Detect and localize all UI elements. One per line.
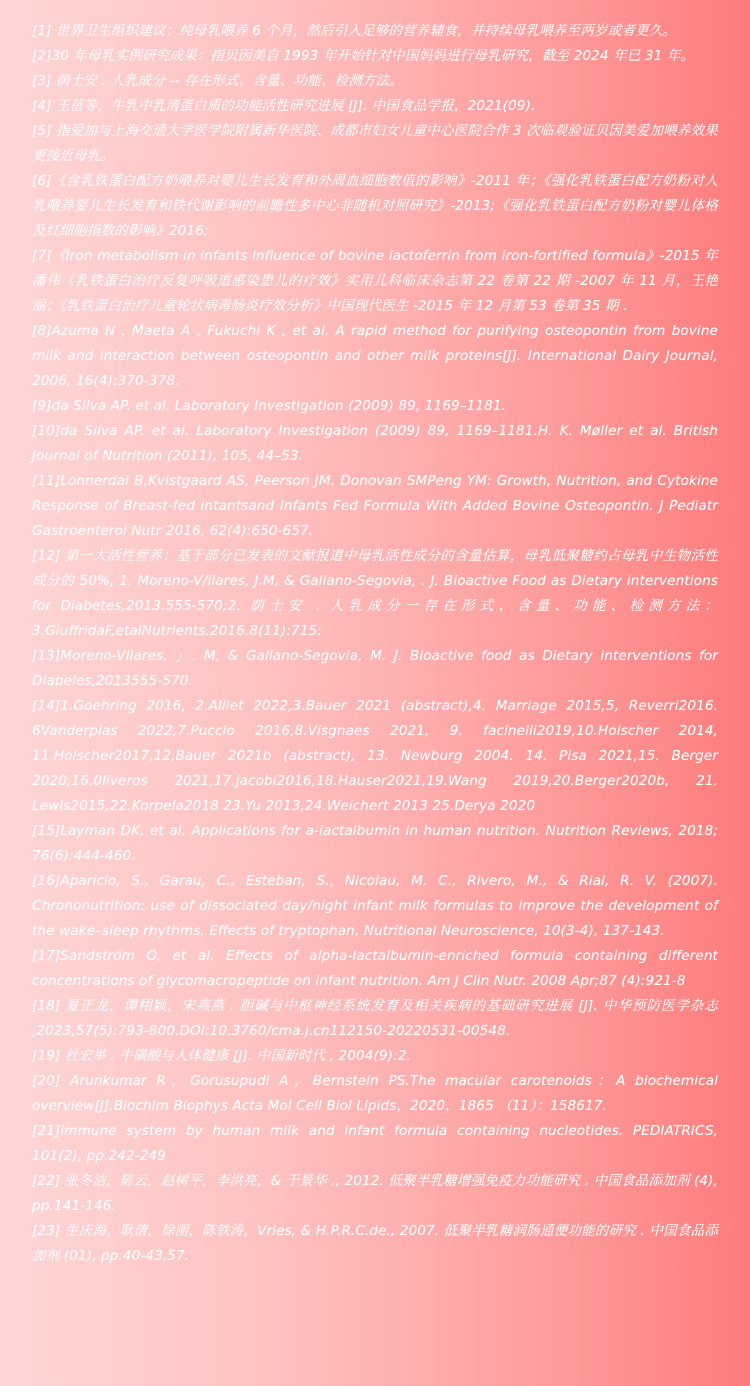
reference-item-18: [18] 夏正龙，谭栩颖，宋燕燕 . 胆碱与中枢神经系统发育及相关疾病的基础研究进展 [J]. 中华预防医学杂志 ,2023,57(5):793-800.DOI:10.3760/cma.j.cn112150-20220531-00548. <box>32 998 718 1039</box>
reference-item-20: [20] Arunkumar R，Gorusupudi A，Bernstein PS.The macular carotenoids：A biochemical overview[J].Biochim Biophys Acta Mol Cell Biol Lipids，2020，1865 （11）：158617. <box>32 1073 718 1114</box>
reference-item-7: [7]《Iron metabolism in infants influence of bovine lactoferrin from iron-fortified formula》-2015 年 潘伟《乳铁蛋白治疗反复呼吸道感染患儿的疗效》实用儿科临床杂志第 22 卷第 22 期 -2007 年 11 月，王艳丽；《乳铁蛋白治疗儿童轮状病毒肠炎疗效分析》中国现代医生 -2015 年 12 月第 53 卷第 35 期 . <box>32 248 718 314</box>
reference-item-4: [4] 王蓓等，牛乳中乳清蛋白质的功能活性研究进展 [J]. 中国食品学报，2021(09). <box>32 98 536 114</box>
reference-item-1: [1] 世界卫生组织建议：纯母乳喂养 6 个月，然后引入足够的营养辅食，并持续母乳喂养至两岁或者更久。 <box>32 23 677 39</box>
reference-item-9: [9]da Silva AP. et al. Laboratory Investigation (2009) 89, 1169–1181. <box>32 398 507 414</box>
reference-item-6: [6]《含乳铁蛋白配方奶喂养对婴儿生长发育和外周血细胞数值的影响》-2011 年；《强化乳铁蛋白配方奶粉对人乳喂养婴儿生长发育和铁代谢影响的前瞻性多中心非随机对照研究》-2013;《强化乳铁蛋白配方奶粉对婴儿体格及红细胞指数的影响》2016; <box>32 173 718 239</box>
reference-item-16: [16]Aparicio, S., Garau, C., Esteban, S., Nicolau, M. C., Rivero, M., & Rial, R. V. (2007). Chrononutrition: use of dissociated day/night infant milk formulas to improve the development of the wake–sleep rhythms. Effects of tryptophan. Nutritional Neuroscience, 10(3-4), 137-143. <box>32 873 718 939</box>
reference-item-10: [10]da Silva AP. et al. Laboratory Investigation (2009) 89, 1169–1181.H. K. Møller et al. British Journal of Nutrition (2011), 105, 44–53. <box>32 423 718 464</box>
reference-item-11: [11]Lonnerdal B,Kvistgaard AS, Peerson JM, Donovan SMPeng YM: Growth, Nutrition, and Cytokine Response of Breast-fed intantsand Infants Fed Formula With Added Bovine Osteopontin. J Pediatr Gastroenterol Nutr 2016, 62(4):650-657. <box>32 473 718 539</box>
reference-item-21: [21]immune system by human milk and infant formula containing nucleotides. PEDIATRICS, 101(2), pp.242-249 <box>32 1123 718 1164</box>
reference-list <box>32 19 718 1269</box>
reference-item-2: [2]30 年母乳实例研究成果：指贝因美自 1993 年开始针对中国妈妈进行母乳研究，截至 2024 年已 31 年。 <box>32 48 695 64</box>
reference-item-14: [14]1.Goehring 2016, 2.Alliet 2022,3.Bauer 2021 (abstract),4. Marriage 2015,5, Reverri2016. 6Vanderplas 2022,7.Puccio 2016,8.Visgnaes 2021, 9. facinelli2019,10.Holscher 2014, 11.Holscher2017,12,Bauer 2021b (abstract), 13. Newburg 2004. 14. Pisa 2021,15. Berger 2020,16.0liveros 2021,17.jacobi2016,18.Hauser2021,19.Wang 2019,20.Berger2020b, 21. Lewis2015,22.Korpela2018 23.Yu 2013,24.Weichert 2013 25.Derya 2020 <box>32 698 718 814</box>
reference-item-23: [23] 生庆海，耿倩，徐丽，陈铁涛，Vries, & H.P.R.C.de., 2007. 低聚半乳糖润肠通便功能的研究 . 中国食品添加剂 (01), pp.40-43,57. <box>32 1223 718 1264</box>
reference-item-3: [3] 荫士安 . 人乳成分 -- 存在形式、含量、功能、检测方法。 <box>32 73 404 89</box>
reference-item-13: [13]Moreno-Vilares, 」. M, & Gallano-Segovia, M. J. Bioactive food as Dietary interventions for Diabeles,2013555-570. <box>32 648 718 689</box>
reference-item-5: [5] 指爱加与上海交通大学医学院附属新华医院、成都市妇女儿童中心医院合作 3 次临观验证贝因美爱加喂养效果更接近母乳。 <box>32 123 718 164</box>
reference-item-22: [22] 张冬洁，陈云，赵树平，李洪亮，& 于景华 ., 2012. 低聚半乳糖增强免疫力功能研究 . 中国食品添加剂 (4), pp.141-146. <box>32 1173 718 1214</box>
reference-item-19: [19] 杜宏举 . 牛磺酸与人体健康 [J]. 中国新时代 , 2004(9):2. <box>32 1048 411 1064</box>
reference-item-15: [15]Layman DK, et al. Applications for a-lactalbumin in human nutrition. Nutrition Reviews, 2018; 76(6):444-460. <box>32 823 718 864</box>
reference-item-12: [12] 第一大活性营养：基于部分已发表的文献报道中母乳活性成分的含量估算，母乳低聚糖约占母乳中生物活性成分的 50%, 1. Moreno-V/ilares, J.M, & Galiano-Segovia, . J. Bioactive Food as Dietary interventions for Diabetes,2013.555-570;2. 荫士安 . 人乳成分一存在形式、含量、功能、检测方法：3.GiuffridaF,etalNutrients.2016.8(11):715: <box>32 548 718 639</box>
reference-item-8: [8]Azuma N , Maeta A , Fukuchi K , et al. A rapid method for purifying osteopontin from bovine milk and interaction between osteopontin and other milk proteins[J]. International Dairy Journal, 2006, 16(4):370-378. <box>32 323 718 389</box>
reference-item-17: [17]Sandström O, et al. Effects of alpha-lactalbumin-enriched formula containing different concentrations of glycomacropeptide on infant nutrition. Am J Clin Nutr. 2008 Apr;87 (4):921-8 <box>32 948 718 989</box>
